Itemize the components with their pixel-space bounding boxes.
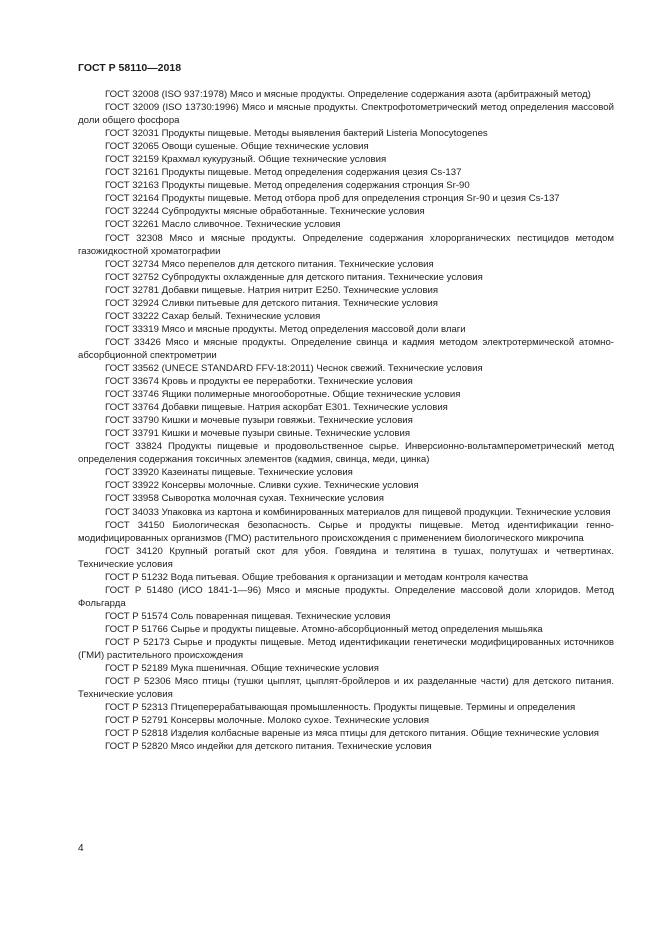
reference-entry: ГОСТ 32734 Мясо перепелов для детского питания. Технические условия [105, 258, 434, 270]
reference-entry: ГОСТ 33824 Продукты пищевые и продовольственное сырье. Инверсионно-вольтамперометрический метод определения содержания токсичных элементов (кадмия, свинца, меди, цинка) [78, 441, 614, 466]
reference-entry: ГОСТ 33426 Мясо и мясные продукты. Определение свинца и кадмия методом электротермической атомно-абсорбционной спектрометрии [78, 336, 614, 361]
reference-entry: ГОСТ 33222 Сахар белый. Технические условия [105, 310, 321, 322]
reference-entry: ГОСТ 32161 Продукты пищевые. Метод определения содержания цезия Cs-137 [105, 167, 462, 179]
reference-entry: ГОСТ 33790 Кишки и мочевые пузыри говяжьи. Технические условия [105, 415, 413, 427]
reference-entry: ГОСТ 33674 Кровь и продукты ее переработки. Технические условия [105, 376, 413, 388]
reference-entry: ГОСТ 33746 Ящики полимерные многооборотные. Общие технические условия [105, 389, 461, 401]
reference-entry: ГОСТ 33764 Добавки пищевые. Натрия аскорбат Е301. Технические условия [105, 402, 448, 414]
reference-entry: ГОСТ 34150 Биологическая безопасность. Сырье и продукты пищевые. Метод идентификации генно-модифицированных организмов (ГМО) растительного происхождения с применением биологического микрочипа [78, 519, 614, 544]
reference-entry: ГОСТ 32009 (ISO 13730:1996) Мясо и мясные продукты. Спектрофотометрический метод определения массовой доли общего фосфора [78, 102, 614, 127]
reference-entry: ГОСТ 32781 Добавки пищевые. Натрия нитрит Е250. Технические условия [105, 284, 439, 296]
reference-entry: ГОСТ 33922 Консервы молочные. Сливки сухие. Технические условия [105, 480, 419, 492]
reference-entry: ГОСТ 33562 (UNECE STANDARD FFV-18:2011) Чеснок свежий. Технические условия [105, 362, 483, 374]
reference-entry: ГОСТ Р 52791 Консервы молочные. Молоко сухое. Технические условия [105, 715, 430, 727]
reference-entry: ГОСТ 32261 Масло сливочное. Технические условия [105, 219, 341, 231]
reference-entry: ГОСТ 33920 Казеинаты пищевые. Технические условия [105, 467, 353, 479]
reference-entry: ГОСТ 32065 Овощи сушеные. Общие технические условия [105, 141, 369, 153]
reference-entry: ГОСТ Р 52313 Птицеперерабатывающая промышленность. Продукты пищевые. Термины и определения [105, 702, 576, 714]
reference-entry: ГОСТ Р 51480 (ИСО 1841-1—96) Мясо и мясные продукты. Определение массовой доли хлоридов. Метод Фольгарда [78, 584, 614, 609]
reference-entry: ГОСТ 32308 Мясо и мясные продукты. Определение содержания хлорорганических пестицидов методом газожидкостной хроматографии [78, 232, 614, 257]
reference-entry: ГОСТ Р 52818 Изделия колбасные вареные из мяса птицы для детского питания. Общие технические условия [105, 728, 599, 740]
reference-entry: ГОСТ Р 52189 Мука пшеничная. Общие технические условия [105, 663, 379, 675]
reference-entry: ГОСТ 32031 Продукты пищевые. Методы выявления бактерий Listeria Monocytogenes [105, 128, 488, 140]
reference-entry: ГОСТ Р 51766 Сырье и продукты пищевые. Атомно-абсорбционный метод определения мышьяка [105, 623, 543, 635]
reference-entry: ГОСТ 33319 Мясо и мясные продукты. Метод определения массовой доли влаги [105, 323, 466, 335]
reference-entry: ГОСТ 32752 Субпродукты охлажденные для детского питания. Технические условия [105, 271, 483, 283]
page-number: 4 [78, 843, 84, 854]
reference-entry: ГОСТ 32163 Продукты пищевые. Метод определения содержания стронция Sr-90 [105, 180, 470, 192]
reference-entry: ГОСТ 32924 Сливки питьевые для детского питания. Технические условия [105, 297, 438, 309]
reference-entry: ГОСТ Р 51232 Вода питьевая. Общие требования к организации и методам контроля качества [105, 571, 529, 583]
reference-entry: ГОСТ Р 52173 Сырье и продукты пищевые. Метод идентификации генетически модифицированных источников (ГМИ) растительного происхождения [78, 636, 614, 662]
reference-entry: ГОСТ 32244 Субпродукты мясные обработанные. Технические условия [105, 206, 425, 218]
reference-entry: ГОСТ 32159 Крахмал кукурузный. Общие технические условия [105, 154, 387, 166]
reference-entry: ГОСТ Р 51574 Соль поваренная пищевая. Технические условия [105, 610, 391, 622]
standard-header: ГОСТ Р 58110—2018 [78, 62, 182, 74]
normative-references-list [78, 88, 614, 753]
reference-entry: ГОСТ 34120 Крупный рогатый скот для убоя. Говядина и телятина в тушах, полутушах и четвертинах. Технические условия [78, 545, 614, 570]
reference-entry: ГОСТ 33958 Сыворотка молочная сухая. Технические условия [105, 493, 384, 505]
reference-entry: ГОСТ Р 52820 Мясо индейки для детского питания. Технические условия [105, 741, 432, 753]
reference-entry: ГОСТ 32164 Продукты пищевые. Метод отбора проб для определения стронция Sr-90 и цезия Cs-137 [105, 193, 560, 205]
reference-entry: ГОСТ 33791 Кишки и мочевые пузыри свиные. Технические условия [105, 428, 411, 440]
reference-entry: ГОСТ 34033 Упаковка из картона и комбинированных материалов для пищевой продукции. Технические условия [105, 506, 611, 518]
reference-entry: ГОСТ 32008 (ISO 937:1978) Мясо и мясные продукты. Определение содержания азота (арбитражный метод) [105, 89, 591, 100]
reference-entry: ГОСТ Р 52306 Мясо птицы (тушки цыплят, цыплят-бройлеров и их разделанные части) для детского питания. Технические условия [78, 676, 614, 701]
